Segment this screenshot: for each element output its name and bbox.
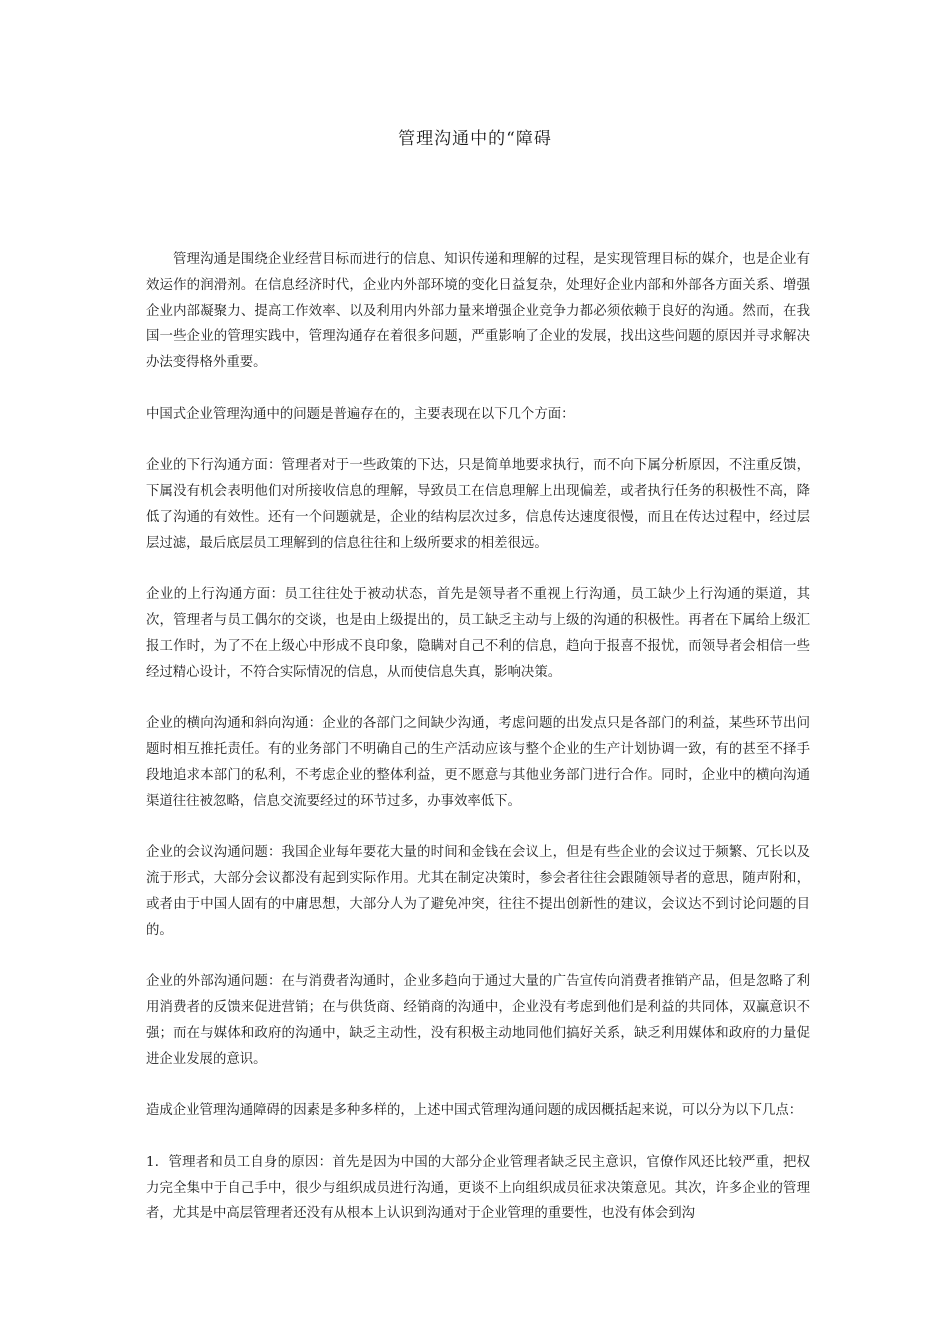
paragraph-problems-intro: 中国式企业管理沟通中的问题是普遍存在的，主要表现在以下几个方面： [146,406,575,422]
paragraph-cause-1: 1．管理者和员工自身的原因：首先是因为中国的大部分企业管理者缺乏民主意识，官僚作风还比较严重，把权力完全集中于自己手中，很少与组织成员进行沟通，更谈不上向组织成员征求决策意见。其次，许多企业的管理者，尤其是中高层管理者还没有从根本上认识到沟通对于企业管理的重要性，也没有体会到沟 [146,1154,810,1222]
paragraph-downward-communication: 企业的下行沟通方面：管理者对于一些政策的下达，只是简单地要求执行，而不向下属分析原因，不注重反馈，下属没有机会表明他们对所接收信息的理解，导致员工在信息理解上出现偏差，或者执行任务的积极性不高，降低了沟通的有效性。还有一个问题就是，企业的结构层次过多，信息传达速度很慢，而且在传达过程中，经过层层过滤，最后底层员工理解到的信息往往和上级所要求的相差很远。 [146,458,810,551]
document-title: 管理沟通中的“障碍 [398,129,552,149]
paragraph-upward-communication: 企业的上行沟通方面：员工往往处于被动状态，首先是领导者不重视上行沟通，员工缺少上行沟通的渠道，其次，管理者与员工偶尔的交谈，也是由上级提出的，员工缺乏主动与上级的沟通的积极性。再者在下属给上级汇报工作时，为了不在上级心中形成不良印象，隐瞒对自己不利的信息，趋向于报喜不报忧，而领导者会相信一些经过精心设计，不符合实际情况的信息，从而使信息失真，影响决策。 [146,587,810,680]
paragraph-causes-intro: 造成企业管理沟通障碍的因素是多种多样的，上述中国式管理沟通问题的成因概括起来说，可以分为以下几点： [146,1103,803,1119]
paragraph-meeting-communication: 企业的会议沟通问题：我国企业每年要花大量的时间和金钱在会议上，但是有些企业的会议过于频繁、冗长以及流于形式，大部分会议都没有起到实际作用。尤其在制定决策时，参会者往往会跟随领导者的意思，随声附和，或者由于中国人固有的中庸思想，大部分人为了避免冲突，往往不提出创新性的建议，会议达不到讨论问题的目的。 [146,845,810,938]
document-body [146,247,810,1253]
paragraph-horizontal-communication: 企业的横向沟通和斜向沟通：企业的各部门之间缺少沟通，考虑问题的出发点只是各部门的利益，某些环节出问题时相互推托责任。有的业务部门不明确自己的生产活动应该与整个企业的生产计划协调一致，有的甚至不择手段地追求本部门的私利，不考虑企业的整体利益，更不愿意与其他业务部门进行合作。同时，企业中的横向沟通渠道往往被忽略，信息交流要经过的环节过多，办事效率低下。 [146,716,810,809]
paragraph-external-communication: 企业的外部沟通问题：在与消费者沟通时，企业多趋向于通过大量的广告宣传向消费者推销产品，但是忽略了利用消费者的反馈来促进营销；在与供货商、经销商的沟通中，企业没有考虑到他们是利益的共同体，双赢意识不强；而在与媒体和政府的沟通中，缺乏主动性，没有积极主动地同他们搞好关系，缺乏利用媒体和政府的力量促进企业发展的意识。 [146,974,810,1067]
paragraph-intro: 管理沟通是围绕企业经营目标而进行的信息、知识传递和理解的过程，是实现管理目标的媒介，也是企业有效运作的润滑剂。在信息经济时代，企业内外部环境的变化日益复杂，处理好企业内部和外部各方面关系、增强企业内部凝聚力、提高工作效率、以及利用内外部力量来增强企业竞争力都必须依赖于良好的沟通。然而，在我国一些企业的管理实践中，管理沟通存在着很多问题，严重影响了企业的发展，找出这些问题的原因并寻求解决办法变得格外重要。 [146,252,810,371]
